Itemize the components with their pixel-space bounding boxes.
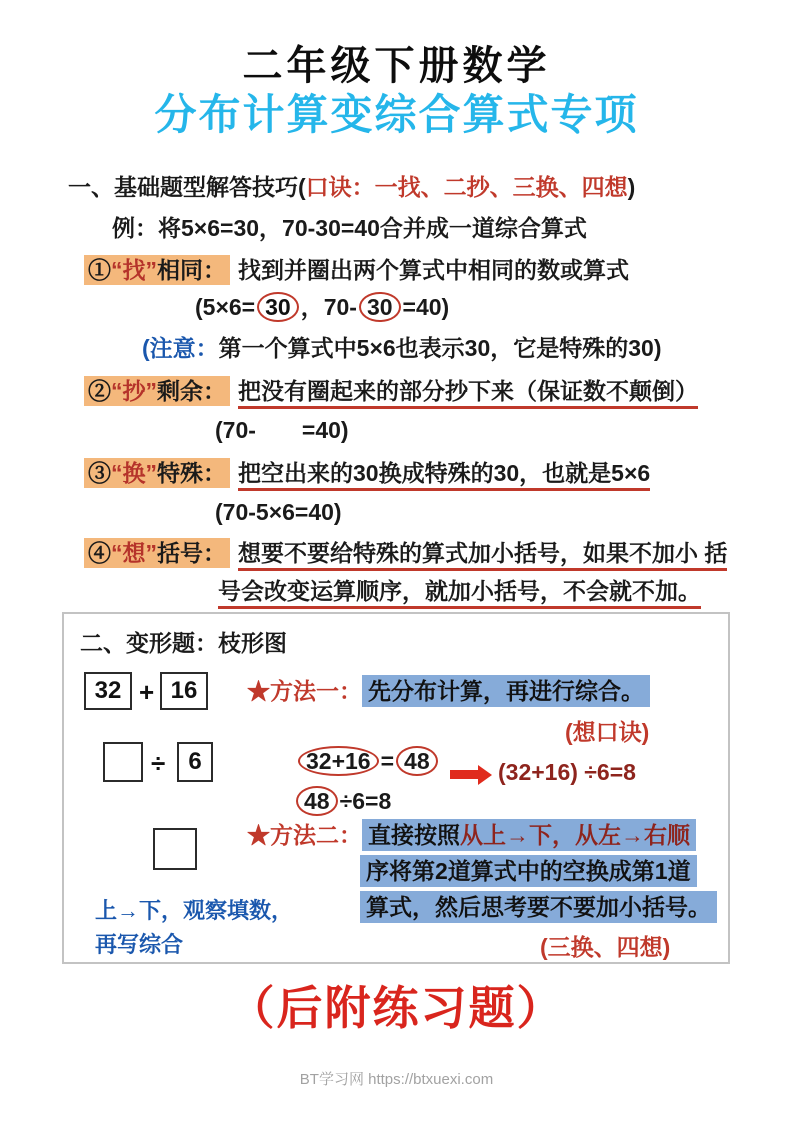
step1-formula-open: (5×6= bbox=[195, 294, 256, 320]
step3-rest: 特殊： bbox=[157, 460, 226, 486]
diagram-empty-box-2 bbox=[153, 828, 197, 870]
step4-num: ④ bbox=[88, 540, 111, 566]
section1-heading-black: 一、基础题型解答技巧( bbox=[68, 174, 306, 200]
example-line: 例：将5×6=30，70-30=40合并成一道综合算式 bbox=[112, 215, 587, 241]
site-footer: BT学习网 https://btxuexi.com bbox=[299, 1071, 494, 1088]
method2-row bbox=[247, 820, 696, 850]
circled-30-second: 30 bbox=[359, 292, 401, 322]
step1-formula bbox=[195, 292, 449, 322]
circled-48-second: 48 bbox=[296, 786, 338, 816]
step2-keyword: “抄” bbox=[111, 378, 157, 404]
page-title: 二年级下册数学 bbox=[242, 43, 551, 88]
method2-line3-wrap bbox=[360, 892, 717, 922]
section2-heading: 二、变形题：枝形图 bbox=[80, 630, 287, 656]
note-line bbox=[142, 333, 662, 363]
step3-formula: (70-5×6=40) bbox=[215, 499, 342, 525]
diagram-number-32: 32 bbox=[84, 672, 132, 710]
method2-line3: 算式，然后思考要不要加小括号。 bbox=[360, 891, 717, 923]
step4-text-line2: 号会改变运算顺序，就加小括号，不会就不加。 bbox=[218, 578, 701, 609]
method2-line2: 序将第2道算式中的空换成第1道 bbox=[360, 855, 697, 887]
page-subtitle: 分布计算变综合算式专项 bbox=[154, 91, 639, 138]
step4-rest: 括号： bbox=[157, 540, 226, 566]
circled-30-first: 30 bbox=[257, 292, 299, 322]
circled-32-plus-16: 32+16 bbox=[298, 746, 379, 776]
step4-text-line2-wrap bbox=[218, 576, 701, 606]
calc2-rest: ÷6=8 bbox=[339, 788, 392, 814]
method1-result: (32+16) ÷6=8 bbox=[498, 759, 636, 785]
step2-text: 把没有圈起来的部分抄下来（保证数不颠倒） bbox=[238, 378, 698, 409]
plus-sign: + bbox=[139, 677, 155, 707]
step3-text: 把空出来的30换成特殊的30，也就是5×6 bbox=[238, 460, 650, 491]
step1-text: 找到并圈出两个算式中相同的数或算式 bbox=[238, 257, 629, 283]
step1-label bbox=[84, 255, 230, 285]
method1-row bbox=[247, 676, 650, 706]
step3-num: ③ bbox=[88, 460, 111, 486]
step1-row bbox=[84, 255, 629, 285]
method1-hint: (想口诀) bbox=[565, 719, 650, 745]
diagram-empty-box-1 bbox=[103, 742, 143, 782]
step1-keyword: “找” bbox=[111, 257, 157, 283]
step3-label bbox=[84, 458, 230, 488]
step3-row bbox=[84, 458, 650, 488]
side-note-line2: 再写综合 bbox=[95, 932, 184, 957]
diagram-number-16: 16 bbox=[160, 672, 208, 710]
step1-formula-close: =40) bbox=[402, 294, 450, 320]
method2-line2-wrap bbox=[360, 856, 697, 886]
method1-text: 先分布计算，再进行综合。 bbox=[362, 675, 650, 707]
section1-heading-close: ) bbox=[627, 174, 636, 200]
diagram-number-6: 6 bbox=[177, 742, 213, 782]
step2-formula: (70- =40) bbox=[215, 417, 349, 443]
method2-line1 bbox=[362, 819, 696, 851]
step2-rest: 剩余： bbox=[157, 378, 226, 404]
step1-formula-mid: ，70- bbox=[300, 294, 357, 320]
method2-label: ★方法二： bbox=[247, 822, 362, 848]
section1-heading-mnemonic: 口诀：一找、二抄、三换、四想 bbox=[305, 174, 628, 200]
step1-rest: 相同： bbox=[157, 257, 226, 283]
method2-hint: (三换、四想) bbox=[540, 934, 671, 960]
method2-line1-black: 直接按照 bbox=[368, 822, 460, 848]
section1-heading bbox=[68, 172, 635, 202]
method2-line1-red: 从上→下，从左→右顺 bbox=[460, 822, 690, 848]
practice-note: （后附练习题） bbox=[228, 983, 565, 1034]
circled-48-first: 48 bbox=[396, 746, 438, 776]
method1-calc1 bbox=[296, 746, 440, 776]
divide-sign: ÷ bbox=[151, 748, 166, 778]
step3-keyword: “换” bbox=[111, 460, 157, 486]
note-text: 第一个算式中5×6也表示30，它是特殊的30) bbox=[218, 335, 662, 361]
step2-num: ② bbox=[88, 378, 111, 404]
calc1-equals: = bbox=[380, 748, 395, 774]
step4-text-line1: 想要不要给特殊的算式加小括号，如果不加小 括 bbox=[238, 540, 727, 571]
side-note-line1: 上→下，观察填数， bbox=[95, 898, 294, 923]
note-label: (注意： bbox=[142, 335, 219, 361]
step4-label bbox=[84, 538, 230, 568]
method1-label: ★方法一： bbox=[247, 678, 362, 704]
method1-calc2 bbox=[294, 786, 391, 816]
step2-label bbox=[84, 376, 230, 406]
step1-num: ① bbox=[88, 257, 111, 283]
arrow-right-icon bbox=[450, 770, 478, 779]
step4-keyword: “想” bbox=[111, 540, 157, 566]
step4-row bbox=[84, 538, 727, 568]
step2-row bbox=[84, 376, 698, 406]
